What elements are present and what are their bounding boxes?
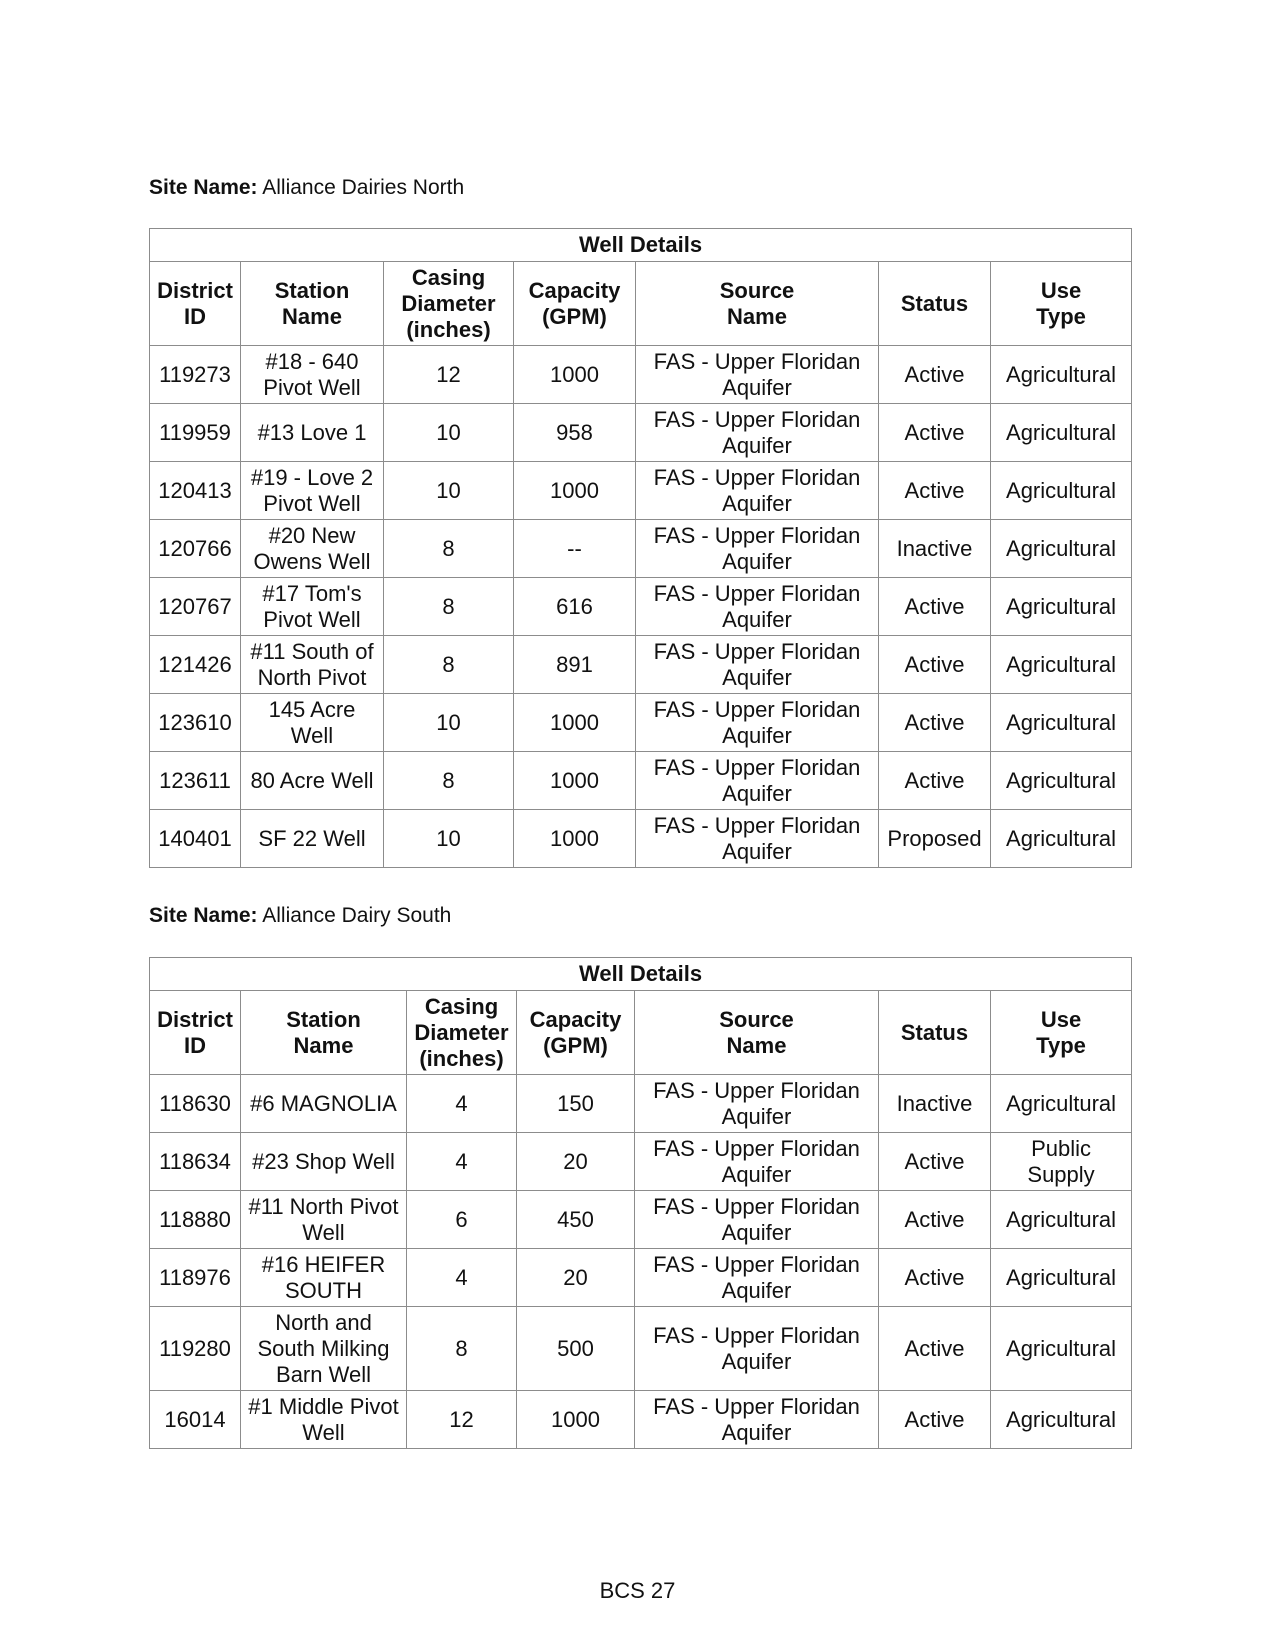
cell-use-type: Agricultural	[991, 1391, 1132, 1449]
cell-station-name: #6 MAGNOLIA	[241, 1075, 407, 1133]
cell-status: Inactive	[879, 520, 991, 578]
cell-station-name: #1 Middle Pivot Well	[241, 1391, 407, 1449]
cell-source-name: FAS - Upper Floridan Aquifer	[636, 462, 879, 520]
cell-status: Proposed	[879, 810, 991, 868]
cell-casing-diameter: 10	[384, 810, 514, 868]
column-header-casing-diameter: Casing Diameter (inches)	[384, 262, 514, 346]
table-row	[150, 1075, 1132, 1133]
cell-capacity: 150	[517, 1075, 635, 1133]
cell-capacity: 616	[514, 578, 636, 636]
site-name-value: Alliance Dairy South	[262, 904, 452, 927]
cell-casing-diameter: 8	[384, 578, 514, 636]
cell-district-id: 120766	[150, 520, 241, 578]
cell-use-type: Public Supply	[991, 1133, 1132, 1191]
cell-district-id: 119273	[150, 346, 241, 404]
well-details-table-north	[149, 228, 1132, 868]
column-header-source-name: Source Name	[635, 991, 879, 1075]
site-name-key: Site Name:	[149, 176, 258, 199]
cell-station-name: North and South Milking Barn Well	[241, 1307, 407, 1391]
cell-source-name: FAS - Upper Floridan Aquifer	[636, 578, 879, 636]
cell-casing-diameter: 4	[407, 1075, 517, 1133]
cell-status: Active	[879, 404, 991, 462]
cell-use-type: Agricultural	[991, 1191, 1132, 1249]
table-row	[150, 694, 1132, 752]
cell-use-type: Agricultural	[991, 462, 1132, 520]
cell-status: Active	[879, 1249, 991, 1307]
table-row	[150, 810, 1132, 868]
cell-casing-diameter: 12	[407, 1391, 517, 1449]
table-row	[150, 1133, 1132, 1191]
cell-status: Active	[879, 578, 991, 636]
cell-capacity: 1000	[514, 810, 636, 868]
cell-capacity: 958	[514, 404, 636, 462]
cell-station-name: #19 - Love 2 Pivot Well	[241, 462, 384, 520]
cell-source-name: FAS - Upper Floridan Aquifer	[636, 520, 879, 578]
cell-station-name: SF 22 Well	[241, 810, 384, 868]
cell-status: Active	[879, 462, 991, 520]
cell-capacity: 1000	[514, 462, 636, 520]
cell-use-type: Agricultural	[991, 1249, 1132, 1307]
page-number: BCS 27	[599, 1578, 676, 1603]
cell-source-name: FAS - Upper Floridan Aquifer	[635, 1249, 879, 1307]
cell-source-name: FAS - Upper Floridan Aquifer	[636, 810, 879, 868]
cell-casing-diameter: 12	[384, 346, 514, 404]
cell-use-type: Agricultural	[991, 578, 1132, 636]
column-header-use-type: Use Type	[991, 262, 1132, 346]
table-row	[150, 578, 1132, 636]
column-header-station-name: Station Name	[241, 262, 384, 346]
table-row	[150, 636, 1132, 694]
cell-source-name: FAS - Upper Floridan Aquifer	[636, 636, 879, 694]
table-row	[150, 1391, 1132, 1449]
site-name-label-south	[149, 904, 451, 928]
cell-source-name: FAS - Upper Floridan Aquifer	[636, 752, 879, 810]
cell-status: Active	[879, 1307, 991, 1391]
cell-use-type: Agricultural	[991, 810, 1132, 868]
cell-district-id: 120413	[150, 462, 241, 520]
cell-source-name: FAS - Upper Floridan Aquifer	[635, 1391, 879, 1449]
table-row	[150, 520, 1132, 578]
cell-district-id: 119959	[150, 404, 241, 462]
column-header-capacity: Capacity (GPM)	[514, 262, 636, 346]
cell-station-name: #11 South of North Pivot	[241, 636, 384, 694]
cell-status: Active	[879, 1391, 991, 1449]
column-header-status: Status	[879, 262, 991, 346]
table-row	[150, 1307, 1132, 1391]
cell-district-id: 118976	[150, 1249, 241, 1307]
site-name-value: Alliance Dairies North	[262, 176, 465, 199]
cell-use-type: Agricultural	[991, 694, 1132, 752]
cell-station-name: #18 - 640 Pivot Well	[241, 346, 384, 404]
cell-station-name: #11 North Pivot Well	[241, 1191, 407, 1249]
cell-district-id: 119280	[150, 1307, 241, 1391]
cell-status: Active	[879, 1133, 991, 1191]
cell-casing-diameter: 8	[407, 1307, 517, 1391]
cell-capacity: 1000	[514, 346, 636, 404]
column-header-source-name: Source Name	[636, 262, 879, 346]
cell-source-name: FAS - Upper Floridan Aquifer	[636, 404, 879, 462]
cell-source-name: FAS - Upper Floridan Aquifer	[635, 1133, 879, 1191]
cell-district-id: 123610	[150, 694, 241, 752]
cell-casing-diameter: 10	[384, 694, 514, 752]
column-header-station-name: Station Name	[241, 991, 407, 1075]
cell-use-type: Agricultural	[991, 752, 1132, 810]
table-row	[150, 404, 1132, 462]
cell-status: Active	[879, 346, 991, 404]
cell-source-name: FAS - Upper Floridan Aquifer	[636, 694, 879, 752]
cell-status: Active	[879, 636, 991, 694]
cell-use-type: Agricultural	[991, 404, 1132, 462]
cell-casing-diameter: 8	[384, 520, 514, 578]
cell-district-id: 140401	[150, 810, 241, 868]
cell-casing-diameter: 10	[384, 462, 514, 520]
cell-capacity: 1000	[517, 1391, 635, 1449]
column-header-use-type: Use Type	[991, 991, 1132, 1075]
cell-status: Active	[879, 694, 991, 752]
cell-capacity: 450	[517, 1191, 635, 1249]
cell-district-id: 120767	[150, 578, 241, 636]
cell-station-name: 145 Acre Well	[241, 694, 384, 752]
cell-casing-diameter: 8	[384, 636, 514, 694]
cell-capacity: 891	[514, 636, 636, 694]
cell-casing-diameter: 4	[407, 1249, 517, 1307]
cell-status: Active	[879, 752, 991, 810]
cell-casing-diameter: 4	[407, 1133, 517, 1191]
cell-capacity: --	[514, 520, 636, 578]
cell-capacity: 20	[517, 1133, 635, 1191]
cell-capacity: 1000	[514, 694, 636, 752]
cell-district-id: 123611	[150, 752, 241, 810]
column-header-casing-diameter: Casing Diameter (inches)	[407, 991, 517, 1075]
table-row	[150, 346, 1132, 404]
cell-station-name: #13 Love 1	[241, 404, 384, 462]
cell-status: Inactive	[879, 1075, 991, 1133]
cell-casing-diameter: 6	[407, 1191, 517, 1249]
table-row	[150, 1249, 1132, 1307]
table-title: Well Details	[150, 229, 1132, 262]
cell-capacity: 1000	[514, 752, 636, 810]
column-header-district-id: District ID	[150, 991, 241, 1075]
cell-station-name: #23 Shop Well	[241, 1133, 407, 1191]
cell-district-id: 118630	[150, 1075, 241, 1133]
cell-casing-diameter: 10	[384, 404, 514, 462]
cell-use-type: Agricultural	[991, 1307, 1132, 1391]
cell-status: Active	[879, 1191, 991, 1249]
cell-station-name: #20 New Owens Well	[241, 520, 384, 578]
cell-district-id: 118634	[150, 1133, 241, 1191]
cell-source-name: FAS - Upper Floridan Aquifer	[635, 1191, 879, 1249]
well-details-table-south	[149, 957, 1132, 1449]
cell-district-id: 121426	[150, 636, 241, 694]
site-name-key: Site Name:	[149, 904, 258, 927]
cell-source-name: FAS - Upper Floridan Aquifer	[635, 1075, 879, 1133]
cell-capacity: 500	[517, 1307, 635, 1391]
column-header-status: Status	[879, 991, 991, 1075]
cell-station-name: #16 HEIFER SOUTH	[241, 1249, 407, 1307]
cell-source-name: FAS - Upper Floridan Aquifer	[636, 346, 879, 404]
cell-use-type: Agricultural	[991, 520, 1132, 578]
cell-station-name: 80 Acre Well	[241, 752, 384, 810]
table-row	[150, 752, 1132, 810]
cell-district-id: 118880	[150, 1191, 241, 1249]
cell-casing-diameter: 8	[384, 752, 514, 810]
cell-use-type: Agricultural	[991, 346, 1132, 404]
cell-district-id: 16014	[150, 1391, 241, 1449]
table-title: Well Details	[150, 958, 1132, 991]
column-header-district-id: District ID	[150, 262, 241, 346]
table-row	[150, 462, 1132, 520]
table-row	[150, 1191, 1132, 1249]
table-body	[150, 346, 1132, 868]
cell-capacity: 20	[517, 1249, 635, 1307]
table-body	[150, 1075, 1132, 1449]
cell-use-type: Agricultural	[991, 1075, 1132, 1133]
site-name-label-north	[149, 176, 464, 200]
cell-source-name: FAS - Upper Floridan Aquifer	[635, 1307, 879, 1391]
cell-use-type: Agricultural	[991, 636, 1132, 694]
column-header-capacity: Capacity (GPM)	[517, 991, 635, 1075]
cell-station-name: #17 Tom's Pivot Well	[241, 578, 384, 636]
